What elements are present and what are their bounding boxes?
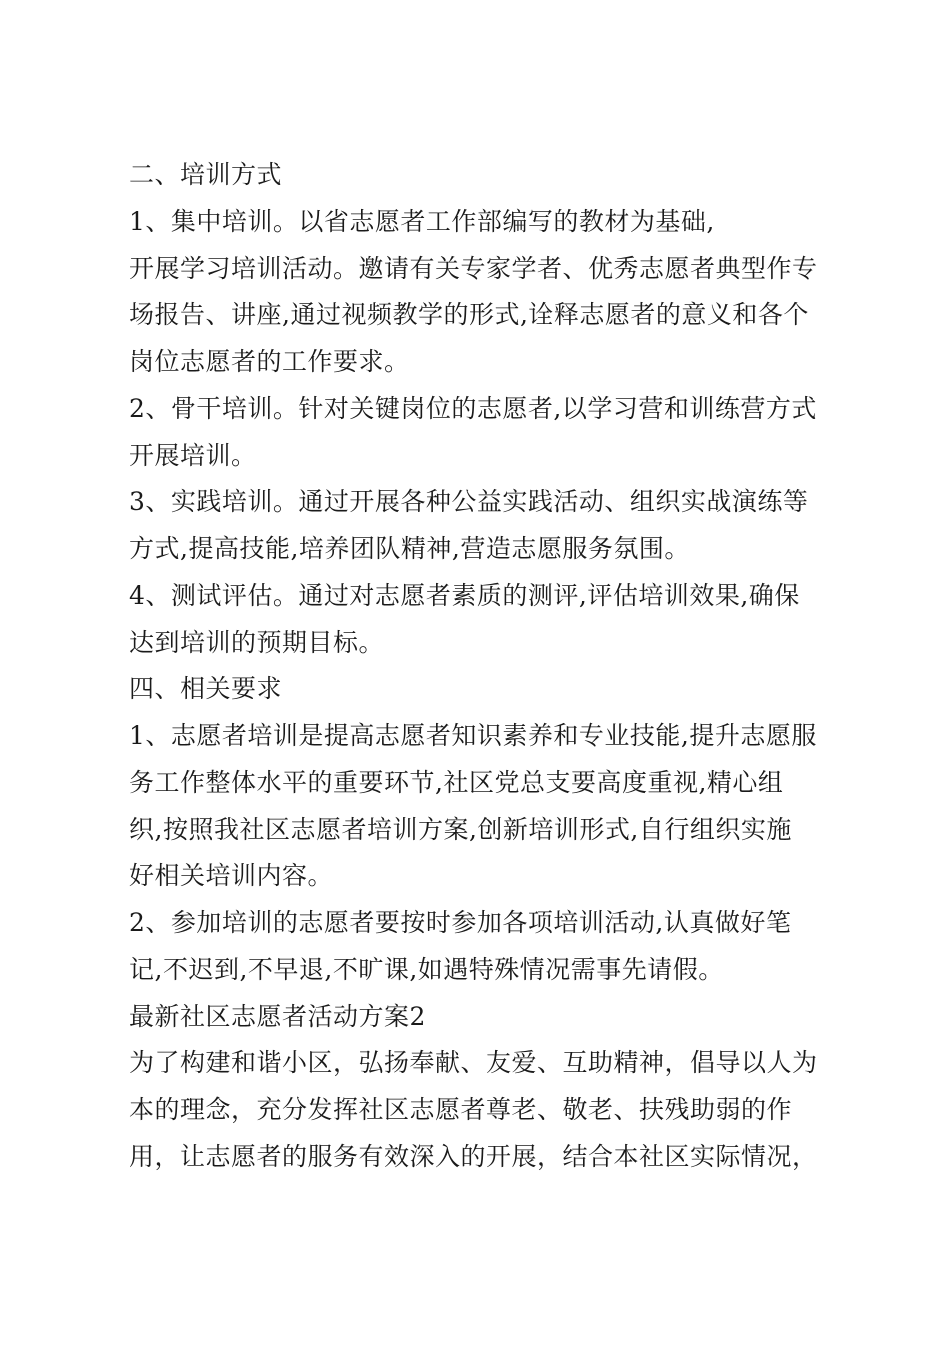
paragraph-line: 2、骨干培训。针对关键岗位的志愿者,以学习营和训练营方式	[129, 393, 817, 423]
paragraph-line: 2、参加培训的志愿者要按时参加各项培训活动,认真做好笔	[129, 908, 792, 937]
paragraph-line: 为了构建和谐小区，弘扬奉献、友爱、互助精神，倡导以人为	[129, 1048, 818, 1078]
section-heading-training-methods: 二、培训方式	[129, 160, 283, 189]
document-title-plan-2: 最新社区志愿者活动方案2	[129, 1001, 426, 1031]
paragraph-line: 织,按照我社区志愿者培训方案,创新培训形式,自行组织实施	[129, 814, 792, 844]
document-body	[129, 152, 829, 1181]
paragraph-line: 本的理念，充分发挥社区志愿者尊老、敬老、扶残助弱的作	[129, 1095, 793, 1124]
paragraph-line: 务工作整体水平的重要环节,社区党总支要高度重视,精心组	[129, 767, 784, 797]
paragraph-line: 4、测试评估。通过对志愿者素质的测评,评估培训效果,确保	[129, 580, 800, 610]
paragraph-line: 开展学习培训活动。邀请有关专家学者、优秀志愿者典型作专	[129, 253, 818, 283]
paragraph-line: 达到培训的预期目标。	[129, 627, 385, 657]
section-heading-requirements: 四、相关要求	[129, 674, 283, 704]
paragraph-line: 1、志愿者培训是提高志愿者知识素养和专业技能,提升志愿服	[129, 721, 817, 750]
paragraph-line: 3、实践培训。通过开展各种公益实践活动、组织实战演练等	[129, 487, 809, 517]
paragraph-line: 记,不迟到,不早退,不旷课,如遇特殊情况需事先请假。	[129, 954, 724, 984]
paragraph-line: 方式,提高技能,培养团队精神,营造志愿服务氛围。	[129, 534, 690, 563]
paragraph-line: 场报告、讲座,通过视频教学的形式,诠释志愿者的意义和各个	[129, 300, 809, 330]
paragraph-line: 岗位志愿者的工作要求。	[129, 347, 410, 376]
paragraph-line: 开展培训。	[129, 440, 257, 470]
paragraph-line: 1、集中培训。以省志愿者工作部编写的教材为基础,	[129, 206, 715, 236]
paragraph-line: 好相关培训内容。	[129, 861, 334, 891]
paragraph-line: 用，让志愿者的服务有效深入的开展，结合本社区实际情况，	[129, 1141, 818, 1171]
